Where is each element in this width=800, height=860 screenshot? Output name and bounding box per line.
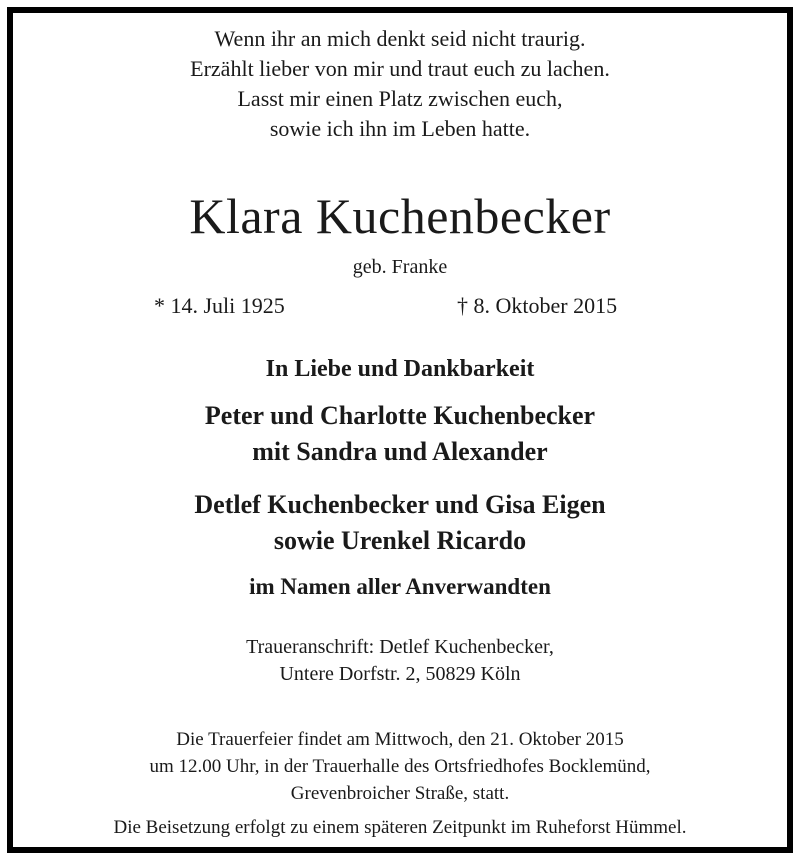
family-line: sowie Urenkel Ricardo: [273, 526, 527, 555]
mourners-closing: im Namen aller Anverwandten: [249, 574, 551, 599]
poem-line: Erzählt lieber von mir und traut euch zu lachen.: [190, 56, 610, 81]
family-line: Detlef Kuchenbecker und Gisa Eigen: [194, 490, 606, 519]
funeral-info-line: um 12.00 Uhr, in der Trauerhalle des Ortsfriedhofes Bocklemünd,: [149, 756, 651, 777]
deceased-name: Klara Kuchenbecker: [189, 188, 611, 244]
mourning-address-line: Untere Dorfstr. 2, 50829 Köln: [279, 663, 521, 685]
birth-date: * 14. Juli 1925: [154, 293, 285, 318]
poem-line: Lasst mir einen Platz zwischen euch,: [237, 86, 563, 111]
funeral-info-line: Die Trauerfeier findet am Mittwoch, den 21. Oktober 2015: [176, 729, 624, 750]
mourners-intro: In Liebe und Dankbarkeit: [265, 356, 535, 382]
family-line: Peter und Charlotte Kuchenbecker: [204, 401, 596, 430]
poem-line: sowie ich ihn im Leben hatte.: [269, 116, 531, 141]
burial-info-line: Die Beisetzung erfolgt zu einem späteren Zeitpunkt im Ruheforst Hümmel.: [113, 817, 687, 838]
mourning-address-line: Traueranschrift: Detlef Kuchenbecker,: [246, 636, 554, 658]
poem-line: Wenn ihr an mich denkt seid nicht traurig.: [214, 26, 586, 51]
death-date: † 8. Oktober 2015: [457, 293, 618, 318]
obituary-notice: [7, 7, 793, 853]
funeral-info-line: Grevenbroicher Straße, statt.: [290, 783, 510, 804]
maiden-name: geb. Franke: [352, 256, 448, 278]
family-line: mit Sandra und Alexander: [252, 437, 548, 466]
